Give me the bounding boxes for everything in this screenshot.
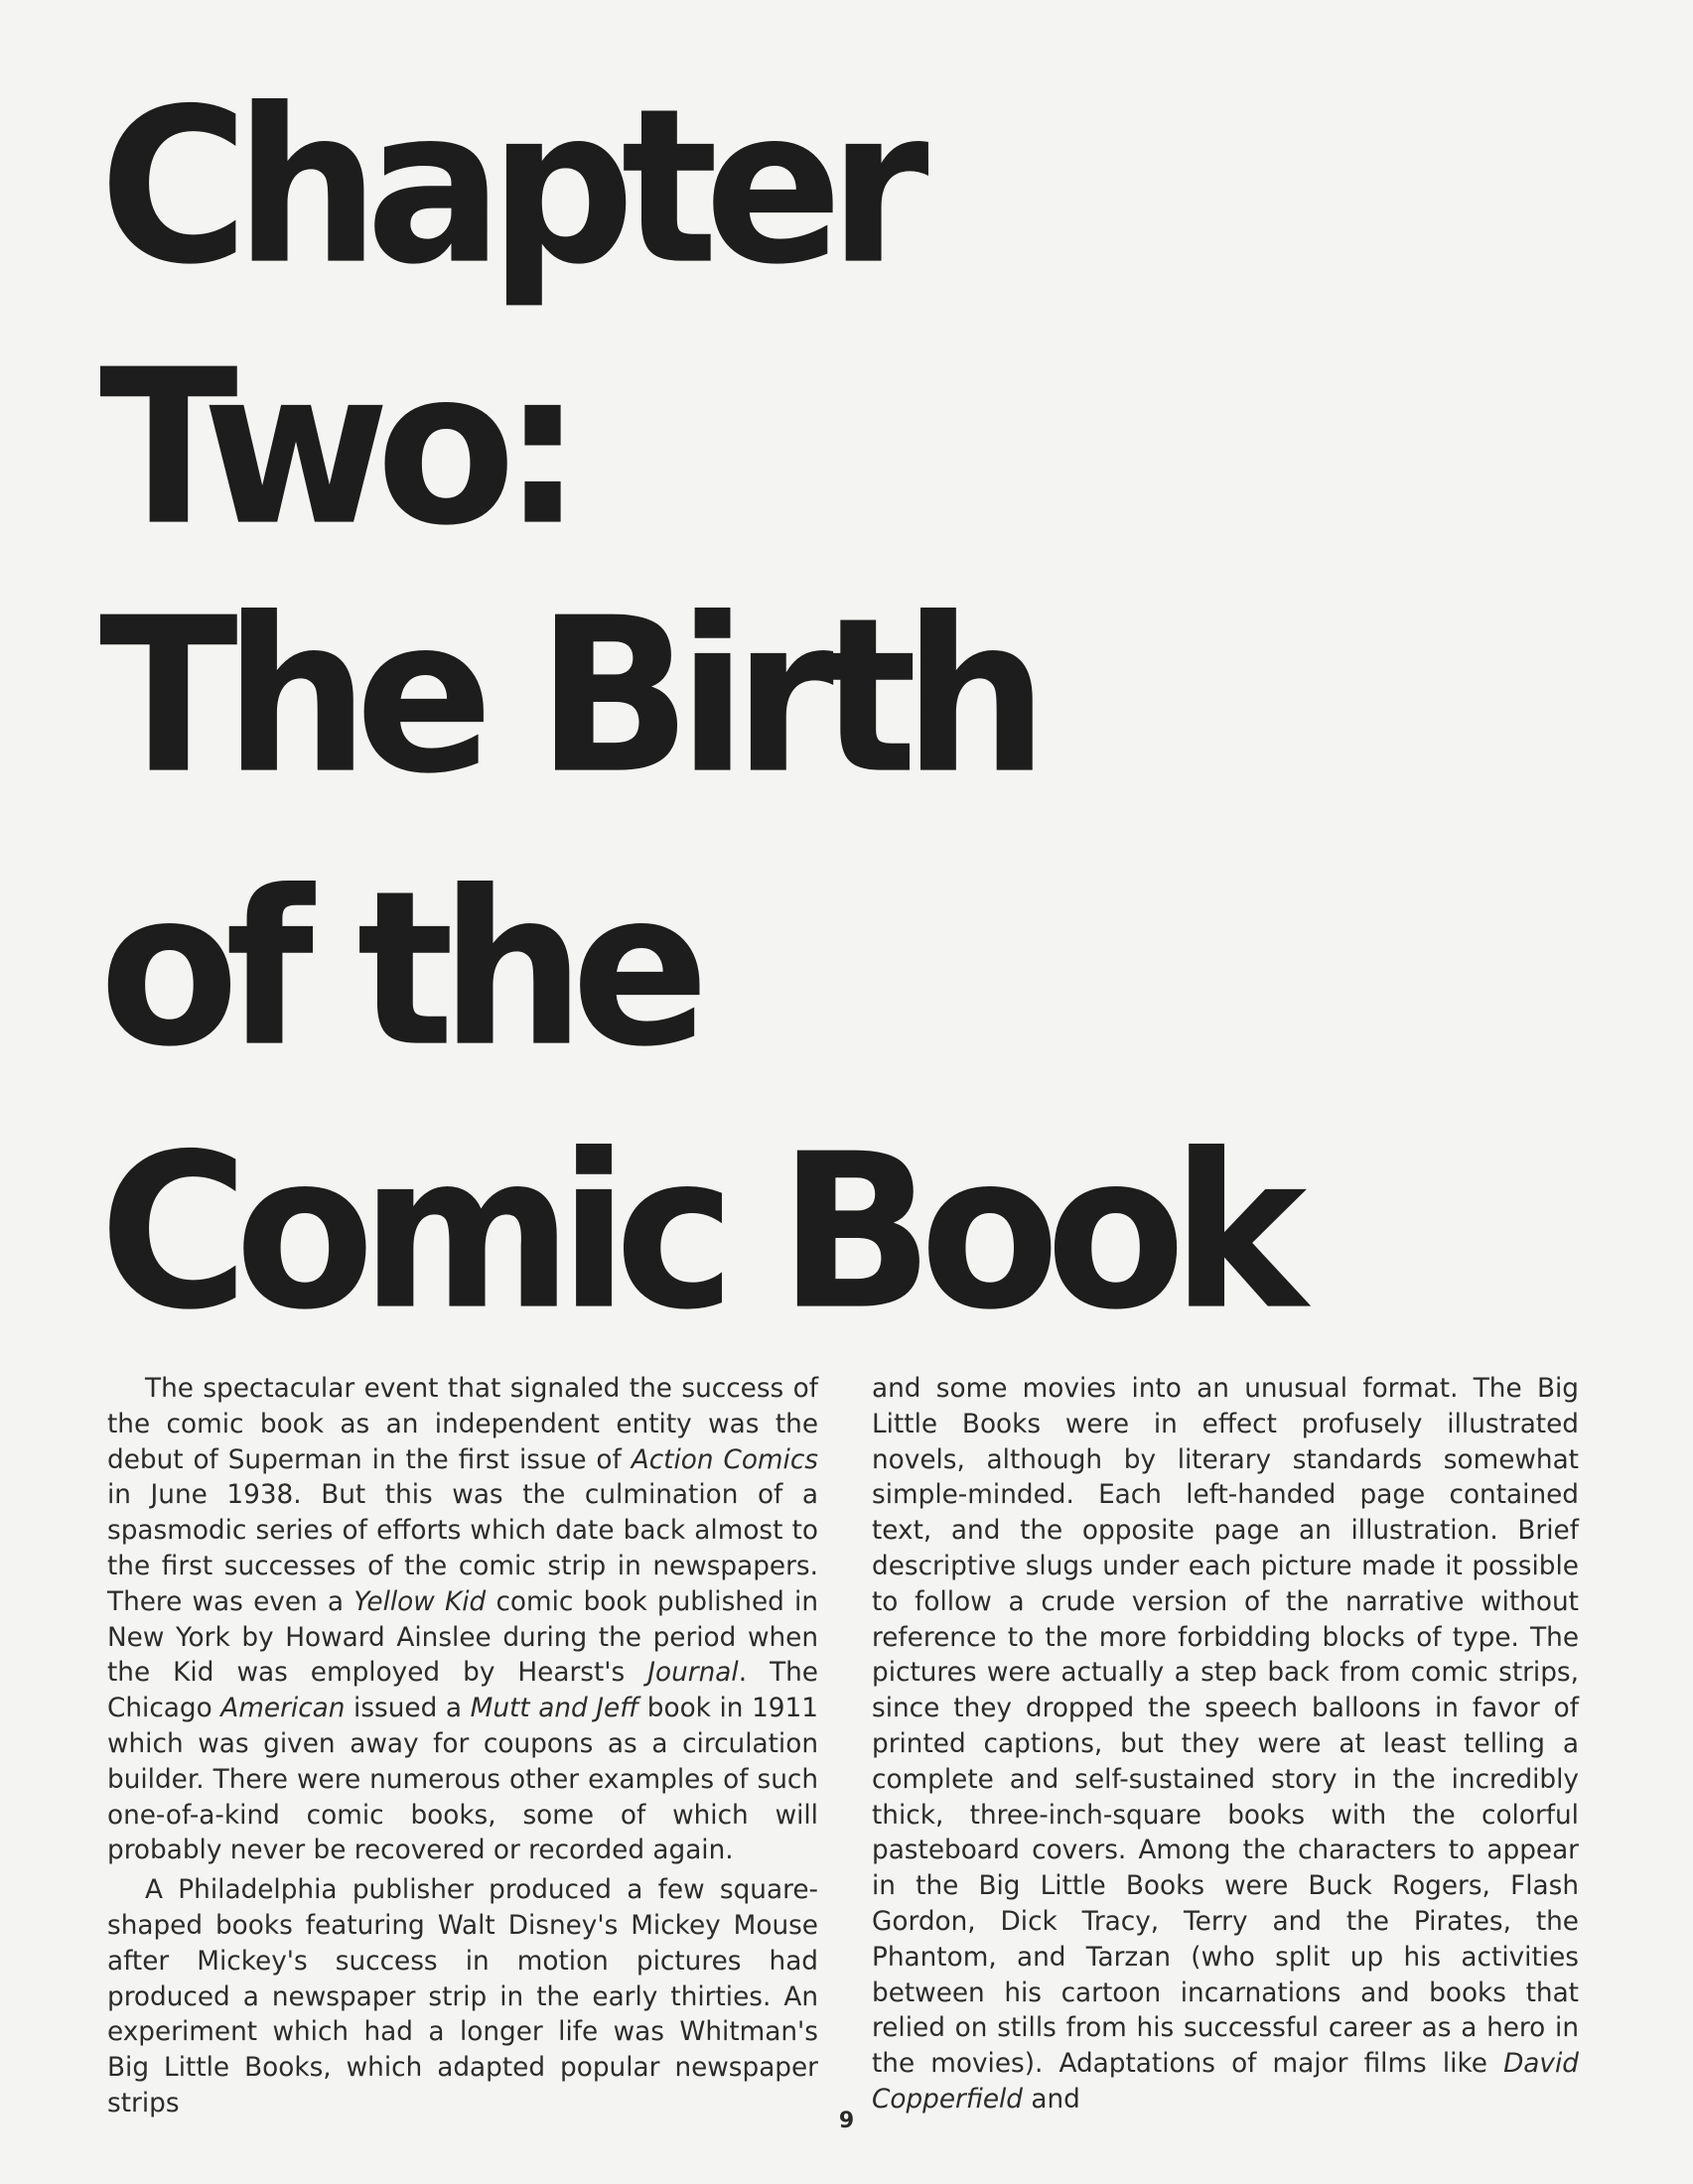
page-number: 9 [838, 2109, 855, 2133]
text-run: comic book published in New York by Howard Ainslee during the period when the Kid was employed by Hearst's [107, 1586, 819, 1689]
italic-title-american: American [220, 1694, 346, 1724]
italic-title-yellow-kid: Yellow Kid [353, 1586, 487, 1617]
text-run: and some movies into an unusual format. The Big Little Books were in effect profusely illustrated novels, although by literary standards somewhat simple-minded. Each left-handed page contained text, and the opposite page an illustration. Brief descriptive slugs under each picture made it possible to follow a crude version of the narrative without reference to the more forbidding blocks of type. The pictures were actually a step back from comic strips, since they dropped the speech balloons in favor of printed captions, but they were at least telling a complete and self-sustained story in the incredibly thick, three-inch-square books with the colorful pasteboard covers. Among the characters to appear in the Big Little Books were Buck Rogers, Flash Gordon, Dick Tracy, Terry and the Pirates, the Phantom, and Tarzan (who split up his activities between his cartoon incarnations and books that relied on stills from his successful career as a hero in the movies). Adaptations of major films like [872, 1374, 1579, 2080]
text-run: . The Chicago [107, 1658, 818, 1724]
chapter-title-line-3: The Birth [99, 573, 1035, 822]
text-run: in June 1938. But this was the culmination of a spasmodic series of efforts which date back almost to the first successes of the comic strip in newspapers. There was even a [107, 1480, 818, 1617]
italic-title-journal: Journal [647, 1658, 739, 1689]
body-column-right [872, 1372, 1579, 2118]
chapter-title-line-1: Chapter [99, 64, 916, 313]
text-run: and [1023, 2084, 1080, 2115]
chapter-title-line-2: Two: [99, 325, 570, 574]
italic-title-mutt-and-jeff: Mutt and Jeff [470, 1694, 639, 1724]
text-run: The spectacular event that signaled the success of the comic book as an independent entity was the debut of Superman in the first issue of [107, 1374, 818, 1475]
paragraph-philadelphia-publisher: A Philadelphia publisher produced a few square-shaped books featuring Walt Disney's Mickey Mouse after Mickey's success in motion pictures had produced a newspaper strip in the early thirties. An experiment which had a longer life was Whitman's Big Little Books, which adapted popular newspaper strips [107, 1875, 818, 2118]
paragraph-superman-debut [107, 1372, 818, 1869]
text-run: issued a [345, 1694, 471, 1724]
italic-title-action-comics: Action Comics [631, 1444, 818, 1475]
chapter-title-line-4: of the [99, 846, 696, 1095]
text-run: book in 1911 which was given away for coupons as a circulation builder. There were numerous other examples of such one-of-a-kind comic books, some of which will probably never be recovered or recorded again. [107, 1694, 818, 1866]
italic-title-david-copperfield: David Copperfield [872, 2049, 1579, 2115]
body-column-left [107, 1372, 818, 2122]
chapter-title-line-5: Comic Book [99, 1109, 1294, 1358]
paragraph-big-little-books [872, 1372, 1579, 2118]
